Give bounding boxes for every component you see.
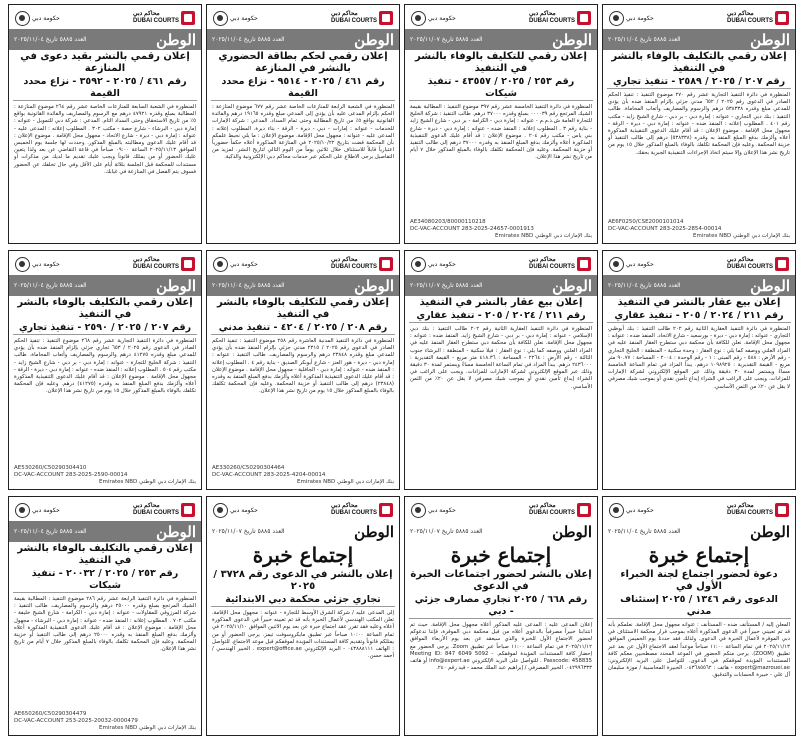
government-name-ar: حكومة دبي	[428, 506, 456, 514]
logos-row	[405, 497, 597, 521]
dubai-courts-emblem-icon	[379, 11, 393, 25]
dubai-courts-logo	[727, 257, 789, 271]
government-emblem-icon	[213, 11, 228, 26]
notice-body: المنظورة في دائرة التنفيذ العقارية الثانية رقم ٢٠٢ طالب التنفيذ : بنك دبي الإسلامي - عنوانه : إمارة دبي - بر دبي - شارع الشيخ زايد. المنفذ ضده : عنوانه : مجهول محل الإقامة. نعلن للكافة بأن محكمة دبي ستطرح العقار المنفذ عليه في المزاد العلني ووصفه كما يلي : نوع العقار : فيلا سكنية - المنطقة : البرشاء جنوب الثالثة - رقم الأرض : ٢٢٦٤ - المساحة : ٤١٨.٣٦ متر مربع - القيمة التقديرية : ٢٤٣٦٠٠٠ درهم. يبدأ المزاد في تمام الساعة الخامسة مساءً ويستمر لمدة ٣٠ دقيقة وذلك عبر الموقع الإلكتروني لشركة الإمارات للمزادات. ويجب على الراغب في الشراء إيداع تأمين نقدي أو بموجب شيك مصرفي لا يقل عن ٢٠٪ من الثمن الأساسي.	[410, 326, 592, 390]
dubai-courts-name-ar: محاكم دبي	[529, 503, 556, 509]
notice-card[interactable]	[206, 496, 400, 736]
notice-category: إجتماع خبرة	[648, 543, 750, 567]
dubai-courts-name-en: DUBAI COURTS	[529, 264, 575, 270]
government-wordmark	[428, 261, 456, 268]
dubai-courts-emblem-icon	[181, 11, 195, 25]
dubai-courts-wordmark	[331, 503, 377, 517]
dubai-courts-name-en: DUBAI COURTS	[331, 264, 377, 270]
issue-info: العدد ٥٨٨٥ تاريخ ٢٠٢٥/١١/٠٧	[410, 282, 483, 289]
case-number: رقم ٦٦٨ / ٢٠٢٥ تجاري مصارف جزئي - دبي	[409, 594, 593, 619]
iban-line: AE530260/C50290304410	[14, 465, 87, 471]
notice-body: إعلان المدعى عليه : المدعى عليه المذكور أعلاه مجهول محل الإقامة. حيث تم انتدابنا خبيراً مصرفياً بالدعوى أعلاه من قبل محكمة دبي الموقرة، فإننا ندعوكم لحضور الاجتماع الأول للخبرة والذي سيعقد عن بعد يوم الأربعاء الموافق ٢٠٢٥/١١/١٢ في تمام الساعة ١١:٠٠ صباحاً عبر تطبيق Zoom. يرجى الحضور مع إحضار كافة المستندات المؤيدة لموقفكم. Meeting ID: 847 6049 5092 - Passcode: 458835 . للتواصل على البريد الإلكتروني info@expert.ae أو هاتف ٠٤٢٩٩٦٣٣٣. الخبير المصرفي / إبراهيم عبد الملك محمد - قيد رقم ٢٤٠.	[410, 622, 593, 672]
notice-title: إعلان بيع عقار بالنشر في التنفيذ	[617, 297, 781, 308]
notice-card[interactable]	[8, 250, 202, 490]
issue-info: العدد ٥٨٨٥ تاريخ ٢٠٢٥/١١/٠٤	[212, 36, 285, 43]
dubai-courts-name-en: DUBAI COURTS	[133, 264, 179, 270]
dubai-courts-wordmark	[331, 11, 377, 25]
government-logo	[609, 503, 654, 518]
government-name-ar: حكومة دبي	[230, 14, 258, 22]
government-emblem-icon	[15, 257, 30, 272]
dubai-courts-name-en: DUBAI COURTS	[133, 18, 179, 24]
dubai-courts-logo	[727, 503, 789, 517]
logos-row	[603, 5, 795, 29]
notice-title: إعلان رقمي بالتكليف بالوفاء بالنشر في التنفيذ	[611, 51, 787, 74]
notice-category: إجتماع خبرة	[252, 543, 354, 567]
dubai-courts-name-en: DUBAI COURTS	[133, 510, 179, 516]
case-number: رقم ٢١١ / ٢٠٢٤ / ٢٠٥ - تنفيذ عقاري	[607, 310, 791, 323]
account-line: DC-VAC-ACCOUNT 253-2025-20032-0000479	[14, 718, 138, 724]
government-wordmark	[230, 261, 258, 268]
bank-line: بنك الإمارات دبي الوطني Emirates NBD	[297, 479, 394, 485]
masthead	[9, 29, 201, 50]
dubai-courts-emblem-icon	[775, 503, 789, 517]
payment-footer	[9, 711, 201, 735]
government-emblem-icon	[609, 503, 624, 518]
government-logo	[609, 257, 654, 272]
notice-body: المنظورة في الشعبة السابعة للمنازعات الخاصة عشر رقم ٢٦٤ موضوع المنازعة : المطالبة بمبلغ وقدره ٤٧٩٢١ درهم مع الرسوم والمصاريف والفائدة القانونية بواقع ٥٪ من تاريخ الاستحقاق وحتى السداد التام. المدعي : شركة دبي للتمويل - عنوانه : إمارة دبي - البرشاء - شارع حصة - مكتب ٣٠٢ . المطلوب إعلانه : المدعى عليه - عنوانه : إمارة دبي - ديرة - شارع الاتحاد - مجهول محل الإقامة . موضوع الإعلان : قد أقام عليك الدعوى ومطالبته بالمبلغ المذكور. وحددت لها جلسة يوم الخميس الموافق ٢٠٢٥/١١/١٣ الساعة ٠٩:٠٠ صباحاً في قاعة التقاضي عن بعد ولذا يتعين عليك الحضور أو من يمثلك قانوناً ويجب عليك تقديم ما لديك من مذكرات أو مستندات للمحكمة قبل الجلسة بثلاثة أيام على الأقل وفي حال تخلفك عن الحضور فسوف يتم الفصل في المنازعة في غيابك.	[14, 104, 196, 175]
account-line: DC-VAC-ACCOUNT 283-2025-2590-00014	[14, 472, 128, 478]
government-emblem-icon	[213, 503, 228, 518]
dubai-courts-wordmark	[133, 503, 179, 517]
dubai-courts-wordmark	[529, 11, 575, 25]
newspaper-name: الوطن	[354, 522, 394, 541]
issue-info: العدد ٥٨٨٥ تاريخ ٢٠٢٥/١١/٠٤	[14, 282, 87, 289]
masthead	[405, 521, 597, 542]
dubai-courts-name-en: DUBAI COURTS	[529, 18, 575, 24]
dubai-courts-wordmark	[133, 257, 179, 271]
case-number: رقم ٢٠٧ / ٢٠٢٥ / ٢٥٨٩ - تنفيذ تجاري	[607, 76, 791, 89]
dubai-courts-logo	[529, 257, 591, 271]
issue-info: العدد ٥٨٨٥ تاريخ ٢٠٢٥/١١/٠٧	[410, 36, 483, 43]
case-number: رقم ٢٥٣ / ٢٠٢٥ / ٤٣٥٥٧ - تنفيذ شيكات	[409, 76, 593, 101]
notice-card[interactable]	[206, 250, 400, 490]
government-name-ar: حكومة دبي	[32, 260, 60, 268]
iban-line: AE34080203/80000110218	[410, 219, 486, 225]
government-emblem-icon	[15, 11, 30, 26]
dubai-courts-name-en: DUBAI COURTS	[727, 264, 773, 270]
government-name-ar: حكومة دبي	[626, 506, 654, 514]
government-name-ar: حكومة دبي	[230, 506, 258, 514]
government-wordmark	[626, 15, 654, 22]
government-name-ar: حكومة دبي	[626, 14, 654, 22]
dubai-courts-emblem-icon	[577, 11, 591, 25]
government-logo	[411, 503, 456, 518]
case-number: رقم ٢٥٣ / ٢٠٢٥ / ٢٠٠٣٢ - تنفيذ شيكات	[13, 568, 197, 593]
dubai-courts-name-en: DUBAI COURTS	[727, 18, 773, 24]
notice-title: إعلان بيع عقار بالنشر في التنفيذ	[419, 297, 583, 308]
dubai-courts-emblem-icon	[775, 11, 789, 25]
notice-card[interactable]	[404, 250, 598, 490]
government-wordmark	[230, 507, 258, 514]
newspaper-name: الوطن	[750, 30, 790, 49]
government-name-ar: حكومة دبي	[626, 260, 654, 268]
dubai-courts-name-en: DUBAI COURTS	[529, 510, 575, 516]
masthead	[603, 521, 795, 542]
bank-line: بنك الإمارات دبي الوطني Emirates NBD	[693, 233, 790, 239]
government-wordmark	[626, 261, 654, 268]
dubai-courts-emblem-icon	[379, 503, 393, 517]
issue-info: العدد ٥٨٨٥ تاريخ ٢٠٢٥/١١/٠٧	[212, 528, 285, 535]
government-name-ar: حكومة دبي	[428, 260, 456, 268]
government-logo	[213, 11, 258, 26]
bank-line: بنك الإمارات دبي الوطني Emirates NBD	[99, 479, 196, 485]
dubai-courts-emblem-icon	[577, 257, 591, 271]
government-logo	[213, 503, 258, 518]
government-wordmark	[32, 507, 60, 514]
government-logo	[411, 257, 456, 272]
case-number: تجاري جزئي محكمة دبي الابتدائية	[211, 594, 395, 607]
dubai-courts-name-ar: محاكم دبي	[727, 11, 754, 17]
masthead	[9, 521, 201, 542]
notice-card[interactable]	[404, 496, 598, 736]
masthead	[207, 275, 399, 296]
government-emblem-icon	[609, 257, 624, 272]
notice-title: إعلان رقمي بالنشر بقيد دعوى في المنازعة	[20, 51, 190, 74]
dubai-courts-name-ar: محاكم دبي	[331, 503, 358, 509]
dubai-courts-emblem-icon	[181, 503, 195, 517]
dubai-courts-logo	[727, 11, 789, 25]
logos-row	[405, 5, 597, 29]
notice-card[interactable]	[602, 4, 796, 244]
government-wordmark	[32, 15, 60, 22]
government-emblem-icon	[411, 257, 426, 272]
government-logo	[15, 503, 60, 518]
government-emblem-icon	[15, 503, 30, 518]
newspaper-name: الوطن	[156, 276, 196, 295]
newspaper-name: الوطن	[354, 30, 394, 49]
government-logo	[15, 11, 60, 26]
government-emblem-icon	[411, 503, 426, 518]
government-emblem-icon	[609, 11, 624, 26]
government-wordmark	[428, 15, 456, 22]
newspaper-name: الوطن	[750, 276, 790, 295]
notice-card[interactable]	[8, 496, 202, 736]
iban-line: AE330260/C50290304464	[212, 465, 285, 471]
government-logo	[213, 257, 258, 272]
case-number: رقم ٢٠٨ / ٢٠٢٥ / ٤٢٠٤ - تنفيذ مدني	[211, 322, 395, 335]
government-name-ar: حكومة دبي	[32, 506, 60, 514]
payment-footer	[405, 219, 597, 243]
dubai-courts-wordmark	[529, 257, 575, 271]
case-number: رقم ٢١١ / ٢٠٢٤ / ٢٠٥ - تنفيذ عقاري	[409, 310, 593, 323]
dubai-courts-logo	[331, 503, 393, 517]
dubai-courts-wordmark	[529, 503, 575, 517]
dubai-courts-name-ar: محاكم دبي	[133, 11, 160, 17]
payment-footer	[603, 219, 795, 243]
newspaper-name: الوطن	[156, 30, 196, 49]
issue-info: العدد ٥٨٨٥ تاريخ ٢٠٢٥/١١/٠٤	[14, 528, 87, 535]
dubai-courts-name-ar: محاكم دبي	[529, 11, 556, 17]
dubai-courts-wordmark	[727, 11, 773, 25]
dubai-courts-logo	[133, 257, 195, 271]
government-wordmark	[32, 261, 60, 268]
notice-card[interactable]	[602, 496, 796, 736]
dubai-courts-name-ar: محاكم دبي	[727, 257, 754, 263]
notice-card[interactable]	[404, 4, 598, 244]
dubai-courts-emblem-icon	[577, 503, 591, 517]
newspaper-name: الوطن	[354, 276, 394, 295]
dubai-courts-logo	[331, 257, 393, 271]
dubai-courts-emblem-icon	[181, 257, 195, 271]
notice-body: المنظورة في دائرة التنفيذ التجارية عشر رقم ٢٦٨ موضوع التنفيذ : تنفيذ الحكم الصادر في الدعوى رقم ٢٠٢٥ / ٦٥٣ تجاري جزئي بإلزام المنفذ ضده بأن يؤدي للمدعي مبلغ وقدره ٤١٢٧٥ درهم والرسوم والمصاريف وأتعاب المحاماة. طالب التنفيذ : شركة الخليج للتجارة - عنوانه : إمارة دبي - بر دبي - شارع الشيخ زايد - مكتب رقم ٥٠٤ . المطلوب إعلانه : المنفذ ضده - عنوانه : إمارة دبي - ديرة - الرقة - مجهول محل الإقامة . موضوع الإعلان : قد أقام عليك الدعوى التنفيذية المذكورة أعلاه وألزمك بدفع المبلغ المنفذ به وقدره (٤١٢٧٥) درهم. وعليه فإن المحكمة تكلفك بالوفاء بالمبلغ المذكور خلال ١٥ يوم من تاريخ نشر هذا الإعلان.	[14, 338, 197, 395]
masthead	[603, 275, 795, 296]
government-name-ar: حكومة دبي	[428, 14, 456, 22]
dubai-courts-emblem-icon	[379, 257, 393, 271]
notice-title: دعوة لحضور اجتماع لجنة الخبراء الأول في	[620, 569, 778, 592]
government-logo	[411, 11, 456, 26]
issue-info: العدد ٥٨٨٥ تاريخ ٢٠٢٥/١١/٠٤	[14, 36, 87, 43]
iban-line: AE6F0250/CSE2000101014	[608, 219, 684, 225]
dubai-courts-wordmark	[727, 503, 773, 517]
government-emblem-icon	[411, 11, 426, 26]
account-line: DC-VAC-ACCOUNT 283-2025-4204-00014	[212, 472, 326, 478]
dubai-courts-wordmark	[727, 257, 773, 271]
notice-card[interactable]	[8, 4, 202, 244]
issue-info: العدد ٥٨٨٥ تاريخ ٢٠٢٥/١١/٠٧	[410, 528, 483, 535]
issue-info: العدد ٥٨٨٥ تاريخ ٢٠٢٥/١١/٠٤	[608, 282, 681, 289]
logos-row	[9, 5, 201, 29]
payment-footer	[207, 465, 399, 489]
logos-row	[603, 251, 795, 275]
logos-row	[9, 497, 201, 521]
masthead	[405, 29, 597, 50]
case-number: رقم ٤٦١ / ٢٠٢٥ - ٩٥١٤ - نزاع محدد القيمة	[211, 76, 395, 101]
government-wordmark	[626, 507, 654, 514]
masthead	[405, 275, 597, 296]
newspaper-name: الوطن	[156, 522, 196, 541]
bank-line: بنك الإمارات دبي الوطني Emirates NBD	[99, 725, 196, 731]
logos-row	[603, 497, 795, 521]
dubai-courts-logo	[529, 11, 591, 25]
dubai-courts-name-ar: محاكم دبي	[133, 503, 160, 509]
bank-line: بنك الإمارات دبي الوطني Emirates NBD	[495, 233, 592, 239]
notice-card[interactable]	[206, 4, 400, 244]
dubai-courts-name-en: DUBAI COURTS	[727, 510, 773, 516]
logos-row	[207, 5, 399, 29]
notice-body: المنظورة في دائرة التنفيذ الخامسة عشر رقم ٣٩٧ موضوع التنفيذ : المطالبة بقيمة الشيك المرتجع رقم ٠٠٠٠٣٩ بمبلغ وقدره ٣٧٠٠٠ درهم. طالب التنفيذ : شركة الخليج للتجارة العامة ش.ذ.م.م - عنوانه : إمارة دبي - الكرامة - بر دبي - شارع الشيخ زايد - بناية رقم ٣ . المطلوب إعلانه : المنفذ ضده - عنوانه : إمارة دبي - ديرة - شارع بني ياس - مكتب رقم ٢٠٤ . موضوع الإعلان : قد أقام عليك الدعوى التنفيذية المذكورة أعلاه وألزمك بدفع المبلغ المنفذ به وقدره ٣٧٠٠٠ درهم إلى طالب التنفيذ أو خزينة المحكمة. وعليه فإن المحكمة تكلفك بالوفاء بالمبلغ المذكور خلال ٧ أيام من تاريخ نشر هذا الإعلان.	[410, 104, 593, 161]
notice-card[interactable]	[602, 250, 796, 490]
dubai-courts-name-ar: محاكم دبي	[331, 11, 358, 17]
logos-row	[207, 251, 399, 275]
dubai-courts-name-ar: محاكم دبي	[727, 503, 754, 509]
dubai-courts-name-ar: محاكم دبي	[331, 257, 358, 263]
logos-row	[405, 251, 597, 275]
notice-body: المنظورة في دائرة التنفيذ التجارية عشر رقم ٢٧٠ موضوع التنفيذ : تنفيذ الحكم الصادر في الدعوى رقم ٢٠٢٥ / ٦٥٢ مدني جزئي بإلزام المنفذ ضده بأن يؤدي للمدعي مبلغ وقدره ٥٣٨٣٣٨ درهم والرسوم والمصاريف وأتعاب المحاماة. طالب التنفيذ : بنك دبي التجاري - عنوانه : إمارة دبي - بر دبي - شارع الشيخ زايد - مكتب رقم ٤٠١ . المطلوب إعلانه : المنفذ ضده - عنوانه : إمارة دبي - ديرة - الرقة - مجهول محل الإقامة . موضوع الإعلان : قد أقام عليك الدعوى التنفيذية المذكورة أعلاه وألزمك بدفع المبلغ المنفذ به وقدره (٥٣٨٣٣٨) درهم إلى طالب التنفيذ أو خزينة المحكمة. وعليه فإن المحكمة تكلفك بالوفاء بالمبلغ المذكور خلال ١٥ يوم من تاريخ نشر هذا الإعلان وإلا سيتم اتخاذ الإجراءات التنفيذية الجبرية بحقك.	[608, 92, 791, 156]
dubai-courts-name-ar: محاكم دبي	[529, 257, 556, 263]
notice-body: المنظورة في دائرة التنفيذ المدنية العاشرة رقم ٢٥٨ موضوع التنفيذ : تنفيذ الحكم الصادر في الدعوى رقم ٢٠٢٥ / ٢٣١٥ مدني جزئي بإلزام المنفذ ضده بأن يؤدي للمدعي مبلغ وقدره ٢٣٨٤٨ درهم والرسوم والمصاريف. طالب التنفيذ : عنوانه : إمارة دبي - ديرة - هور العنز - شارع أبوبكر الصديق - بناية رقم ٤ . المطلوب إعلانه : المنفذ ضده - عنوانه : إمارة دبي - الجافلية - مجهول محل الإقامة . موضوع الإعلان : قد أقام عليك الدعوى التنفيذية المذكورة أعلاه وألزمك بدفع المبلغ المنفذ به وقدره (٢٣٨٤٨) درهم إلى طالب التنفيذ أو خزينة المحكمة. وعليه فإن المحكمة تكلفك بالوفاء بالمبلغ المذكور خلال ١٥ يوم من تاريخ نشر هذا الإعلان.	[212, 338, 394, 395]
masthead	[603, 29, 795, 50]
issue-info: العدد ٥٨٨٥ تاريخ ٢٠٢٥/١١/٠٤	[608, 36, 681, 43]
government-wordmark	[230, 15, 258, 22]
newspaper-name: الوطن	[552, 30, 592, 49]
issue-info: العدد ٥٨٨٥ تاريخ ٢٠٢٥/١١/٠٤	[212, 282, 285, 289]
case-number: الدعوى رقم ١٣٤٦ / ٢٠٢٥ إستئناف مدني	[607, 594, 791, 619]
masthead	[207, 29, 399, 50]
notice-category: إجتماع خبرة	[450, 543, 552, 567]
newspaper-name: الوطن	[750, 522, 790, 541]
notice-title: إعلان بالنشر لحضور اجتماعات الخبرة في الدعوى	[410, 569, 592, 592]
dubai-courts-logo	[133, 11, 195, 25]
notice-body: المنظورة في الشعبة الرابعة للمنازعات الخاصة عشر رقم ٦٧٧ موضوع المنازعة : الحكم بإلزام المدعى عليه بأن يؤدي إلى المدعي مبلغ وقدره ١٩١٦٥ درهم والفائدة القانونية بواقع ٥٪ من تاريخ المطالبة وحتى تمام السداد. المدعي : شركة الإمارات للخدمات - عنوانه : إمارات - دبي - ديرة - الرقة - بناء ديرة. المطلوب إعلانه : المدعى عليه - عنوانه : مجهول محل الإقامة. موضوع الإعلان : ما يلي نحيط علمكم بأن المحكمة قضت بتاريخ ٢٠٢٥/١٠/٢٢ في المنازعة المذكورة أعلاه حكماً حضورياً اعتبارياً قابلاً للاستئناف خلال ثلاثين يوماً من اليوم التالي لتاريخ النشر. لمزيد من التفاصيل يرجى الاطلاع على الحكم عبر خدمات محاكم دبي الإلكترونية والذكية.	[212, 104, 394, 161]
notice-body: المنظورة في دائرة التنفيذ الرابعة عشر رقم ٢٨٦ موضوع التنفيذ : المطالبة بقيمة الشيك المرتجع بمبلغ وقدره ٢٥٠٠٠ درهم والرسوم والمصاريف. طالب التنفيذ : شركة المرزوقي للمقاولات - عنوانه : إمارة دبي - الكرامة - شارع الشيخ خليفة - مكتب ٧٠٢ . المطلوب إعلانه : المنفذ ضده - عنوانه : إمارة دبي - البرشاء - مجهول محل الإقامة . موضوع الإعلان : قد أقام عليك الدعوى التنفيذية المذكورة أعلاه وألزمك بدفع المبلغ المنفذ به وقدره ٢٥٠٠٠ درهم إلى طالب التنفيذ أو خزينة المحكمة. وعليه فإن المحكمة تكلفك بالوفاء بالمبلغ المذكور خلال ٧ أيام من تاريخ نشر هذا الإعلان.	[14, 596, 197, 653]
notice-title: إعلان رقمي بالتكليف بالوفاء بالنشر في التنفيذ	[17, 543, 193, 566]
dubai-courts-logo	[331, 11, 393, 25]
notice-title: إعلان بالنشر في الدعوى رقم ٣٧٢٨ / ٢٠٢٥	[213, 569, 393, 592]
account-line: DC-VAC-ACCOUNT 283-2025-24657-0001913	[410, 226, 534, 232]
government-logo	[15, 257, 60, 272]
case-number: رقم ٤٦١ / ٢٠٢٥ - ٣٥٩٢ - نزاع محدد القيمة	[13, 76, 197, 101]
dubai-courts-emblem-icon	[775, 257, 789, 271]
notice-body: إلى المدعى عليه / شركة الشرق الأوسط للتجارة - عنوانه : مجهول محل الإقامة. تعلن المكتب الهندسي لأعمال الخبرة بأنه قد تم تعيينه خبيراً في الدعوى المذكورة أعلاه وعليه فقد تقرر عقد اجتماع خبرة عن بعد يوم الاثنين الموافق ٢٠٢٥/١١/١٠ في تمام الساعة ١٠:٠٠ صباحاً عبر تطبيق مايكروسوفت تيمز. يرجى الحضور أو من يمثلكم قانوناً وتقديم كافة المستندات المؤيدة لموقفكم قبل موعد الاجتماع. للتواصل : الهاتف ٠٤٣٨٨٨١١١ - البريد الإلكتروني expert@office.ae . الخبير الهندسي / أحمد حسن.	[212, 610, 394, 660]
ads-grid	[4, 4, 796, 736]
notice-body: المعلن إليه / المستأنف ضده - المستأنف : عنوانه مجهول محل الإقامة. نعلمكم بأنه قد تم تعييني خبيراً في الدعوى المذكورة أعلاه بموجب قرار محكمة الاستئناف في دبي الموقرة لأعمال الخبرة في الدعوى. ولذلك فقد حددنا يوم الخميس الموافق ٢٠٢٥/١١/١٣ في تمام الساعة ١١:٠٠ صباحاً موعداً لعقد الاجتماع الأول عن بعد عبر تطبيق (ZOOM). يرجى منكم الحضور في الموعد المحدد مصطحبين معكم كافة المستندات المؤيدة لموقفكم في الدعوى. للتواصل على البريد الإلكتروني: expert@mazrouei.ae - هاتف : ٠٤٣٦٨٥٥٦٢. الخبيرة المحاسبية / موزة سليمان آل علي - خبيرة الحسابات والتدقيق.	[608, 622, 791, 679]
dubai-courts-name-en: DUBAI COURTS	[331, 18, 377, 24]
newspaper-name: الوطن	[552, 276, 592, 295]
masthead	[207, 521, 399, 542]
government-emblem-icon	[213, 257, 228, 272]
government-name-ar: حكومة دبي	[230, 260, 258, 268]
government-logo	[609, 11, 654, 26]
dubai-courts-wordmark	[133, 11, 179, 25]
notice-title: إعلان رقمي بالتكليف بالوفاء بالنشر في التنفيذ	[17, 297, 193, 320]
notice-body: المنظورة في دائرة التنفيذ العقارية الثانية رقم ٢٠٢ طالب التنفيذ : بنك أبوظبي التجاري - عنوانه : إمارة دبي - ديرة - بورسعيد - شارع الاتحاد. المنفذ ضده : عنوانه : مجهول محل الإقامة. نعلن للكافة بأن محكمة دبي ستطرح العقار المنفذ عليه في المزاد العلني ووصفه كما يلي : نوع العقار : وحدة سكنية - المنطقة : الخليج التجاري - رقم الأرض : ٥٨٨ - رقم المبنى : ١ - رقم الوحدة : ٢٠٠٤ - المساحة : ٩٠.٧٧ متر مربع - القيمة التقديرية : ١٠٩٨٩٢٥ درهم. يبدأ المزاد في تمام الساعة الخامسة مساءً ويستمر لمدة ٣٠ دقيقة وذلك عبر الموقع الإلكتروني لشركة الإمارات للمزادات. ويجب على الراغب في الشراء إيداع تأمين نقدي أو بموجب شيك مصرفي لا يقل عن ٢٠٪ من الثمن الأساسي.	[608, 326, 790, 390]
account-line: DC-VAC-ACCOUNT 283-2025-2854-00014	[608, 226, 722, 232]
issue-info: العدد ٥٨٨٥ تاريخ ٢٠٢٥/١١/٠٤	[608, 528, 681, 535]
newspaper-name: الوطن	[552, 522, 592, 541]
dubai-courts-logo	[529, 503, 591, 517]
logos-row	[207, 497, 399, 521]
government-wordmark	[428, 507, 456, 514]
notice-title: إعلان رقمي للتكليف بالوفاء بالنشر في التنفيذ	[415, 51, 587, 74]
notice-title: إعلان رقمي لحكم بطاقة الحضوري بالنشر في المنازعة	[218, 51, 388, 74]
payment-footer	[9, 465, 201, 489]
government-name-ar: حكومة دبي	[32, 14, 60, 22]
dubai-courts-name-en: DUBAI COURTS	[331, 510, 377, 516]
dubai-courts-wordmark	[331, 257, 377, 271]
dubai-courts-logo	[133, 503, 195, 517]
iban-line: AE650260/C50290304479	[14, 711, 87, 717]
dubai-courts-name-ar: محاكم دبي	[133, 257, 160, 263]
masthead	[9, 275, 201, 296]
case-number: رقم ٢٠٧ / ٢٠٢٥ / ٢٥٩٠ - تنفيذ تجاري	[13, 322, 197, 335]
notice-title: إعلان رقمي للتكليف بالوفاء بالنشر في التنفيذ	[217, 297, 389, 320]
logos-row	[9, 251, 201, 275]
